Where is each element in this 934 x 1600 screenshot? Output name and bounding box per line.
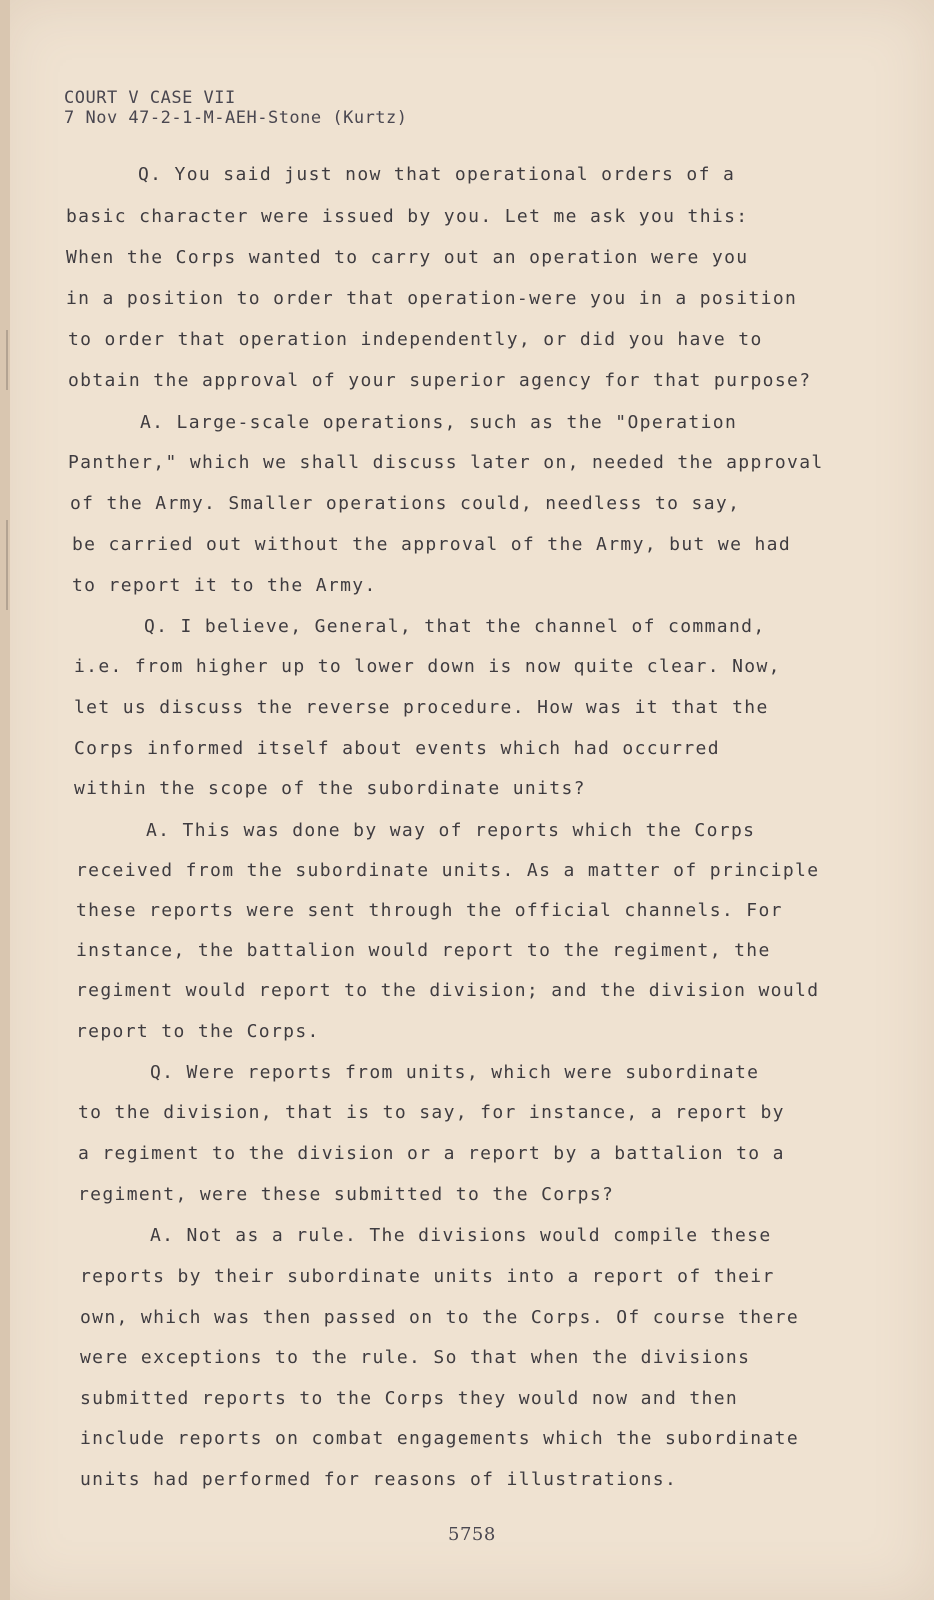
text-line: own, which was then passed on to the Corps. Of course there [80,1307,800,1328]
text-line: to order that operation independently, or did you have to [68,329,763,350]
text-line: received from the subordinate units. As a matter of principle [76,860,820,881]
text-line: Q. Were reports from units, which were subordinate [150,1062,760,1083]
header-session: 7 Nov 47-2-1-M-AEH-Stone (Kurtz) [64,108,408,128]
text-line: of the Army. Smaller operations could, needless to say, [70,493,741,514]
page-number: 5758 [448,1524,496,1545]
text-line: Corps informed itself about events which had occurred [74,738,720,759]
text-line: Panther," which we shall discuss later on, needed the approval [68,452,824,473]
text-line: reports by their subordinate units into a report of their [80,1266,775,1287]
text-line: regiment, were these submitted to the Corps? [78,1184,615,1205]
text-line: A. Large-scale operations, such as the "Operation [140,412,738,433]
margin-mark [6,330,8,390]
margin-mark [6,520,8,610]
text-line: were exceptions to the rule. So that when the divisions [80,1347,751,1368]
text-line: regiment would report to the division; and the division would [76,980,820,1001]
page-edge [0,0,10,1600]
header-court: COURT V CASE VII [64,88,236,108]
text-line: let us discuss the reverse procedure. How was it that the [74,697,769,718]
text-line: in a position to order that operation-were you in a position [66,288,798,309]
text-line: to the division, that is to say, for instance, a report by [78,1102,785,1123]
document-header [64,88,408,128]
text-line: within the scope of the subordinate units? [74,778,586,799]
text-line: basic character were issued by you. Let me ask you this: [66,206,749,227]
text-line: i.e. from higher up to lower down is now quite clear. Now, [74,656,781,677]
text-line: A. Not as a rule. The divisions would compile these [150,1225,772,1246]
text-line: obtain the approval of your superior agency for that purpose? [68,370,812,391]
text-line: these reports were sent through the official channels. For [76,900,783,921]
text-line: When the Corps wanted to carry out an operation were you [66,247,749,268]
text-line: units had performed for reasons of illustrations. [80,1469,678,1490]
text-line: Q. You said just now that operational orders of a [138,164,736,185]
text-line: instance, the battalion would report to the regiment, the [76,940,771,961]
text-line: report to the Corps. [76,1021,320,1042]
text-line: a regiment to the division or a report by a battalion to a [78,1143,785,1164]
text-line: be carried out without the approval of the Army, but we had [72,534,792,555]
text-line: submitted reports to the Corps they would now and then [80,1388,739,1409]
text-line: include reports on combat engagements which the subordinate [80,1428,800,1449]
text-line: Q. I believe, General, that the channel of command, [144,616,766,637]
text-line: A. This was done by way of reports which the Corps [146,820,756,841]
text-line: to report it to the Army. [72,575,377,596]
